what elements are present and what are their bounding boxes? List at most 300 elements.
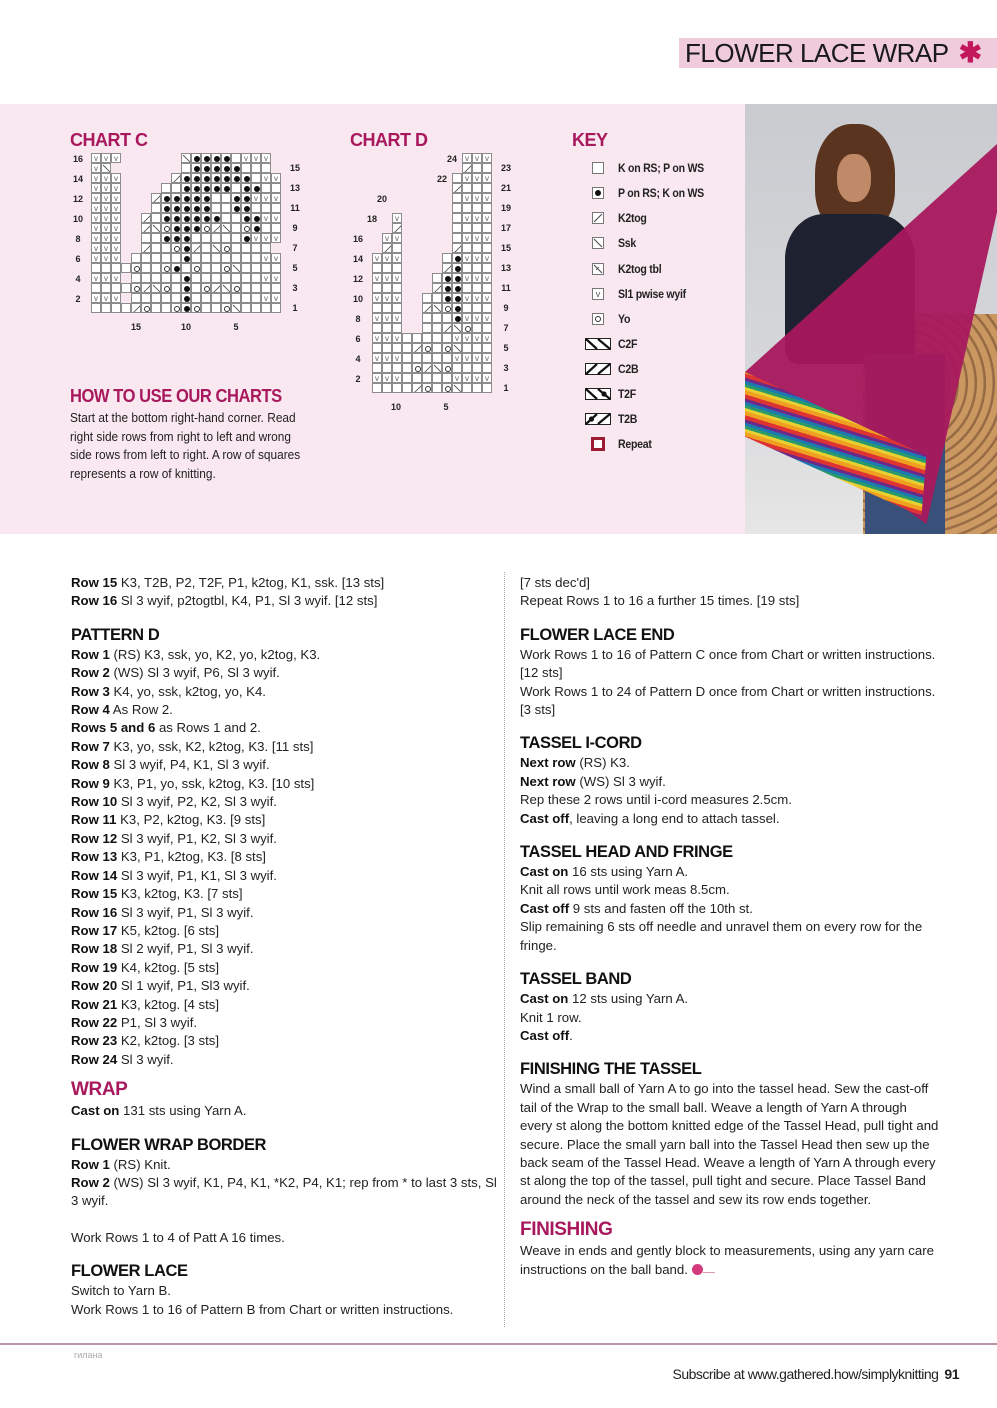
chart-cell: [191, 193, 201, 203]
chart-cell: [131, 303, 141, 313]
instruction-line: Row 3 K4, yo, ssk, k2tog, yo, K4.: [71, 683, 266, 699]
chart-cell: [191, 273, 201, 283]
right-column: [520, 574, 940, 1279]
chart-cell: [251, 243, 261, 253]
instruction-line: Repeat Rows 1 to 16 a further 15 times. [19 sts]: [520, 593, 800, 609]
chart-cell: v: [482, 273, 492, 283]
yo-circle-icon: [592, 313, 604, 325]
chart-cell: [151, 243, 161, 253]
instruction-line: Row 2 (WS) Sl 3 wyif, P6, Sl 3 wyif.: [71, 665, 280, 681]
chart-cell: [452, 203, 462, 213]
chart-cell: [191, 173, 201, 183]
chart-cell: [191, 303, 201, 313]
column-number: 10: [390, 402, 401, 412]
chart-cell: v: [472, 253, 482, 263]
chart-cell: [141, 303, 151, 313]
chart-cell: [261, 163, 271, 173]
chart-cell: [452, 233, 462, 243]
instruction-line: Work Rows 1 to 24 of Pattern D once from Chart or written instructions. [3 sts]: [520, 683, 936, 718]
chart-cell: [241, 283, 251, 293]
instruction-line: Row 17 K5, k2tog. [6 sts]: [71, 922, 220, 938]
chart-cell: [462, 223, 472, 233]
chart-cell: [271, 303, 281, 313]
chart-cell: [181, 243, 191, 253]
subscribe-link[interactable]: Subscribe at www.gathered.how/simplyknitting: [672, 1366, 939, 1382]
chart-cell: [171, 253, 181, 263]
chart-cell: v: [251, 153, 261, 163]
chart-cell: [211, 303, 221, 313]
row-number: 1: [503, 383, 509, 393]
c2f-cable-icon: [585, 338, 611, 350]
chart-cell: [91, 263, 101, 273]
chart-cell: [151, 263, 161, 273]
chart-cell: [241, 193, 251, 203]
chart-cell: [141, 253, 151, 263]
chart-cell: [442, 353, 452, 363]
key-item: T2B: [578, 410, 640, 428]
chart-cell: [251, 293, 261, 303]
chart-cell: v: [482, 313, 492, 323]
chart-cell: [181, 263, 191, 273]
chart-cell: v: [482, 293, 492, 303]
chart-cell: v: [482, 233, 492, 243]
chart-cell: [231, 163, 241, 173]
chart-cell: v: [482, 173, 492, 183]
footer-rule: [0, 1343, 997, 1345]
instruction-line: Row 13 K3, P1, k2tog, K3. [8 sts]: [71, 849, 266, 865]
chart-cell: [221, 243, 231, 253]
chart-cell: v: [91, 193, 101, 203]
chart-cell: [191, 203, 201, 213]
chart-cell: v: [462, 193, 472, 203]
key-item: C2F: [578, 335, 640, 353]
finishing-heading: FINISHING: [520, 1219, 613, 1241]
chart-cell: [472, 203, 482, 213]
chart-d-title: CHART D: [350, 130, 428, 150]
chart-cell: [452, 363, 462, 373]
chart-cell: v: [392, 293, 402, 303]
chart-cell: [171, 203, 181, 213]
chart-cell: [372, 263, 382, 273]
chart-cell: [402, 373, 412, 383]
chart-cell: [442, 313, 452, 323]
chart-cell: [211, 273, 221, 283]
chart-cell: v: [91, 243, 101, 253]
chart-cell: [452, 303, 462, 313]
chart-cell: [482, 263, 492, 273]
chart-cell: [452, 313, 462, 323]
chart-cell: [191, 233, 201, 243]
chart-cell: [412, 373, 422, 383]
instruction-line: Next row (RS) K3.: [520, 755, 630, 771]
chart-cell: [201, 223, 211, 233]
finishing-body: Weave in ends and gently block to measurements, using any yarn care instructions on the ball band.: [520, 1243, 934, 1277]
how-to-section: [70, 386, 310, 483]
chart-cell: [231, 263, 241, 273]
chart-cell: [241, 223, 251, 233]
chart-cell: [432, 323, 442, 333]
instruction-line: Row 4 As Row 2.: [71, 702, 173, 718]
chart-cell: [241, 293, 251, 303]
chart-cell: [131, 273, 141, 283]
asterisk-flower-icon: ✱: [958, 37, 983, 68]
instruction-line: Row 14 Sl 3 wyif, P1, K1, Sl 3 wyif.: [71, 867, 277, 883]
chart-cell: [201, 263, 211, 273]
chart-cell: [271, 263, 281, 273]
chart-cell: [422, 373, 432, 383]
chart-cell: [181, 183, 191, 193]
chart-cell: [412, 353, 422, 363]
row-number: 16: [352, 234, 363, 244]
instruction-line: Knit 1 row.: [520, 1009, 582, 1025]
chart-cell: [482, 163, 492, 173]
row-number: 20: [376, 194, 387, 204]
chart-cell: [392, 323, 402, 333]
chart-cell: [121, 303, 131, 313]
chart-cell: [422, 333, 432, 343]
chart-cell: v: [472, 293, 482, 303]
chart-cell: [181, 163, 191, 173]
chart-cell: [412, 383, 422, 393]
key-item: P on RS; K on WS: [578, 184, 716, 202]
chart-cell: [261, 203, 271, 213]
chart-cell: v: [382, 273, 392, 283]
chart-cell: v: [261, 273, 271, 283]
chart-cell: [151, 193, 161, 203]
chart-cell: [452, 273, 462, 283]
instruction-line: Work Rows 1 to 4 of Patt A 16 times.: [71, 1229, 285, 1245]
instruction-line: [7 sts dec'd]: [520, 575, 590, 590]
chart-cell: v: [101, 223, 111, 233]
chart-cell: v: [101, 253, 111, 263]
chart-cell: [432, 313, 442, 323]
chart-cell: [141, 223, 151, 233]
chart-cell: v: [261, 193, 271, 203]
chart-cell: v: [101, 193, 111, 203]
wrap-heading: WRAP: [71, 1079, 128, 1101]
icord-heading: TASSEL I-CORD: [520, 734, 642, 753]
chart-cell: [442, 283, 452, 293]
instruction-line: Knit all rows until work meas 8.5cm.: [520, 882, 730, 898]
chart-cell: [211, 183, 221, 193]
chart-cell: [251, 253, 261, 263]
chart-cell: [141, 263, 151, 273]
chart-cell: [201, 283, 211, 293]
column-divider: [504, 572, 505, 1327]
chart-cell: [211, 243, 221, 253]
left-column: [71, 574, 501, 1319]
chart-cell: [392, 263, 402, 273]
chart-cell: v: [261, 253, 271, 263]
chart-cell: [211, 283, 221, 293]
chart-cell: v: [392, 273, 402, 283]
chart-cell: [452, 383, 462, 393]
chart-cell: [231, 283, 241, 293]
chart-cell: [221, 293, 231, 303]
chart-cell: [261, 183, 271, 193]
chart-cell: [241, 263, 251, 273]
row-number: 13: [500, 263, 511, 273]
row-number: 12: [352, 274, 363, 284]
chart-cell: [221, 173, 231, 183]
chart-cell: [221, 163, 231, 173]
chart-cell: [191, 293, 201, 303]
chart-c-title: CHART C: [70, 130, 148, 150]
chart-cell: v: [452, 373, 462, 383]
chart-cell: v: [271, 293, 281, 303]
chart-cell: [221, 303, 231, 313]
chart-cell: [201, 173, 211, 183]
chart-cell: [261, 243, 271, 253]
chart-cell: [382, 343, 392, 353]
chart-cell: [432, 303, 442, 313]
chart-cell: [251, 263, 261, 273]
chart-cell: [211, 163, 221, 173]
chart-cell: [472, 383, 482, 393]
chart-cell: [131, 293, 141, 303]
chart-cell: v: [472, 373, 482, 383]
chart-cell: [161, 293, 171, 303]
chart-cell: [462, 343, 472, 353]
chart-cell: [382, 263, 392, 273]
chart-cell: [161, 243, 171, 253]
row-number: 4: [75, 274, 81, 284]
chart-cell: [452, 283, 462, 293]
row-number: 5: [292, 263, 298, 273]
chart-cell: v: [271, 253, 281, 263]
chart-cell: [181, 303, 191, 313]
chart-cell: [161, 253, 171, 263]
chart-cell: v: [482, 253, 492, 263]
chart-cell: v: [392, 253, 402, 263]
chart-cell: v: [462, 273, 472, 283]
chart-cell: [472, 283, 482, 293]
chart-cell: [221, 213, 231, 223]
chart-cell: [201, 193, 211, 203]
row-number: 6: [75, 254, 81, 264]
chart-cell: v: [101, 183, 111, 193]
chart-cell: [482, 383, 492, 393]
chart-cell: [161, 273, 171, 283]
chart-cell: [201, 153, 211, 163]
chart-cell: [251, 203, 261, 213]
row-number: 24: [446, 154, 457, 164]
chart-cell: [211, 213, 221, 223]
instruction-line: Row 7 K3, yo, ssk, K2, k2tog, K3. [11 sts]: [71, 738, 314, 754]
chart-cell: [141, 273, 151, 283]
chart-cell: [111, 263, 121, 273]
chart-cell: [131, 253, 141, 263]
chart-cell: [372, 343, 382, 353]
chart-cell: [251, 173, 261, 183]
chart-cell: [161, 183, 171, 193]
chart-cell: [472, 323, 482, 333]
instruction-line: Row 10 Sl 3 wyif, P2, K2, Sl 3 wyif.: [71, 794, 277, 810]
chart-cell: [161, 193, 171, 203]
chart-cell: [261, 283, 271, 293]
chart-cell: [171, 223, 181, 233]
chart-cell: [181, 193, 191, 203]
instruction-line: Cast off 9 sts and fasten off the 10th st.: [520, 900, 753, 916]
chart-cell: [482, 343, 492, 353]
chart-cell: [171, 243, 181, 253]
chart-cell: v: [111, 153, 121, 163]
chart-cell: [241, 243, 251, 253]
chart-cell: [462, 203, 472, 213]
chart-cell: [151, 303, 161, 313]
chart-cell: [191, 183, 201, 193]
row-number: 10: [72, 214, 83, 224]
row-number: 9: [292, 223, 298, 233]
chart-cell: v: [111, 193, 121, 203]
chart-cell: [211, 203, 221, 213]
chart-cell: [482, 223, 492, 233]
chart-cell: v: [382, 373, 392, 383]
chart-cell: [201, 243, 211, 253]
chart-cell: [261, 303, 271, 313]
chart-cell: [151, 273, 161, 283]
chart-cell: [372, 303, 382, 313]
repeat-box-icon: [591, 437, 605, 451]
chart-cell: v: [372, 373, 382, 383]
instruction-line: Cast on 131 sts using Yarn A.: [71, 1103, 247, 1119]
chart-cell: [191, 213, 201, 223]
chart-cell: [482, 323, 492, 333]
c2b-cable-icon: [585, 363, 611, 375]
chart-cell: [442, 343, 452, 353]
chart-cell: v: [111, 183, 121, 193]
chart-cell: v: [472, 353, 482, 363]
chart-cell: [382, 363, 392, 373]
chart-cell: [452, 263, 462, 273]
instruction-line: Row 16 Sl 3 wyif, P1, Sl 3 wyif.: [71, 904, 254, 920]
border-heading: FLOWER WRAP BORDER: [71, 1135, 267, 1154]
chart-cell: v: [261, 173, 271, 183]
chart-cell: [432, 373, 442, 383]
row-number: 3: [292, 283, 298, 293]
chart-cell: [241, 183, 251, 193]
chart-cell: [201, 203, 211, 213]
chart-cell: [171, 263, 181, 273]
row-number: 15: [289, 163, 300, 173]
chart-cell: [442, 323, 452, 333]
chart-cell: v: [101, 203, 111, 213]
chart-cell: v: [472, 313, 482, 323]
chart-cell: [412, 333, 422, 343]
chart-cell: [452, 183, 462, 193]
row-number: 8: [355, 314, 361, 324]
chart-cell: [261, 223, 271, 233]
chart-cell: [221, 233, 231, 243]
chart-cell: v: [111, 243, 121, 253]
chart-cell: v: [482, 193, 492, 203]
yarn-ball-icon: [692, 1264, 703, 1275]
chart-cell: [221, 253, 231, 263]
chart-cell: [251, 283, 261, 293]
pattern-d-lines: [71, 646, 501, 1069]
chart-cell: v: [261, 233, 271, 243]
chart-cell: [402, 353, 412, 363]
chart-cell: [131, 283, 141, 293]
chart-cell: [432, 273, 442, 283]
chart-cell: [271, 183, 281, 193]
chart-cell: [161, 303, 171, 313]
chart-cell: [241, 253, 251, 263]
chart-cell: [442, 373, 452, 383]
chart-cell: [382, 303, 392, 313]
chart-cell: [261, 263, 271, 273]
footer-tag: гилана: [74, 1350, 103, 1360]
chart-cell: v: [271, 213, 281, 223]
chart-cell: [241, 173, 251, 183]
chart-cell: v: [472, 193, 482, 203]
chart-cell: [231, 293, 241, 303]
chart-cell: v: [91, 153, 101, 163]
chart-cell: [151, 213, 161, 223]
chart-cell: [482, 183, 492, 193]
chart-cell: [141, 243, 151, 253]
chart-cell: [452, 173, 462, 183]
instruction-line: Row 15 K3, T2B, P2, T2F, P1, k2tog, K1, ssk. [13 sts]: [71, 575, 385, 590]
chart-cell: v: [372, 293, 382, 303]
chart-cell: [221, 203, 231, 213]
chart-cell: [231, 183, 241, 193]
key-item: Ssk: [578, 234, 638, 252]
chart-cell: [221, 273, 231, 283]
instruction-line: Row 21 K3, k2tog. [4 sts]: [71, 996, 220, 1012]
chart-cell: [181, 223, 191, 233]
chart-cell: v: [392, 233, 402, 243]
chart-cell: [111, 283, 121, 293]
chart-cell: v: [472, 233, 482, 243]
chart-cell: [231, 193, 241, 203]
chart-cell: [151, 293, 161, 303]
chart-cell: [412, 363, 422, 373]
chart-cell: [201, 183, 211, 193]
row-number: 17: [500, 223, 511, 233]
chart-cell: [191, 253, 201, 263]
how-to-title: HOW TO USE OUR CHARTS: [70, 386, 282, 406]
chart-cell: [452, 323, 462, 333]
chart-cell: [462, 163, 472, 173]
key-item: C2B: [578, 360, 641, 378]
chart-cell: v: [392, 313, 402, 323]
chart-cell: [392, 223, 402, 233]
row-number: 18: [366, 214, 377, 224]
chart-cell: v: [91, 203, 101, 213]
chart-cell: [231, 243, 241, 253]
chart-cell: [402, 383, 412, 393]
chart-cell: [171, 173, 181, 183]
chart-cell: v: [392, 353, 402, 363]
finishing-tassel-heading: FINISHING THE TASSEL: [520, 1060, 702, 1079]
chart-cell: v: [91, 253, 101, 263]
row-number: 15: [500, 243, 511, 253]
chart-cell: [472, 183, 482, 193]
chart-cell: [472, 163, 482, 173]
chart-cell: v: [101, 273, 111, 283]
chart-cell: v: [372, 253, 382, 263]
chart-cell: v: [382, 253, 392, 263]
ssk-icon: [592, 237, 604, 249]
chart-cell: [161, 283, 171, 293]
instruction-line: Row 1 (RS) K3, ssk, yo, K2, yo, k2tog, K3.: [71, 646, 321, 662]
chart-cell: [482, 243, 492, 253]
instruction-line: Row 22 P1, Sl 3 wyif.: [71, 1014, 198, 1030]
chart-cell: [231, 213, 241, 223]
chart-cell: [221, 183, 231, 193]
instruction-line: Work Rows 1 to 16 of Pattern C once from Chart or written instructions. [12 sts]: [520, 646, 936, 681]
